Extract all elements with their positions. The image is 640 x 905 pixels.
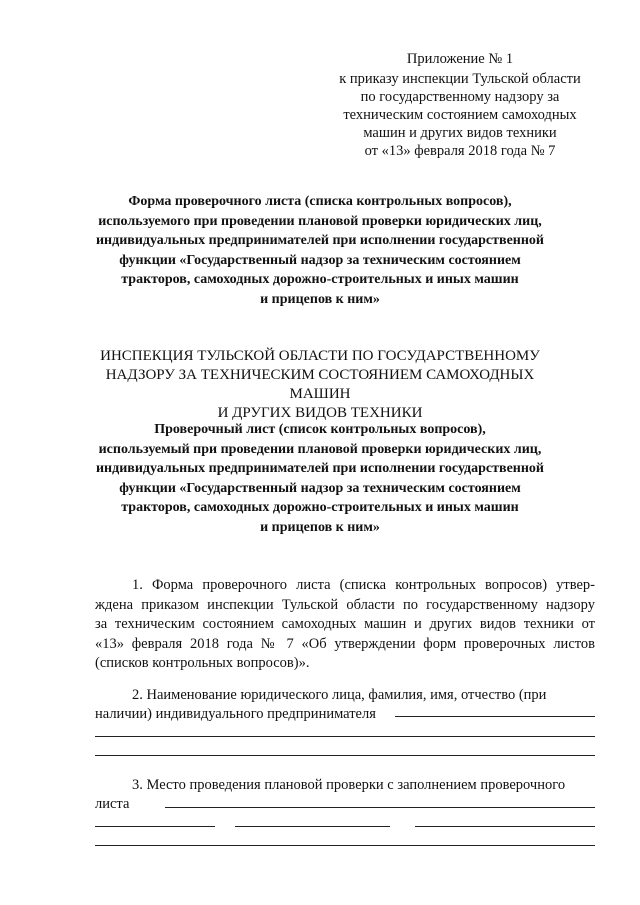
inspection-place-field-segment-2[interactable] [235, 826, 390, 827]
organization-name [85, 347, 555, 423]
inspection-place-field-segment-3[interactable] [415, 826, 595, 827]
form-title-line: Форма проверочного листа (списка контрольных вопросов), [128, 194, 512, 209]
checklist-title-line: Проверочный лист (список контрольных вопросов), [154, 422, 486, 437]
appendix-line: машин и других видов техники [363, 125, 557, 141]
checklist-title-line: и прицепов к ним» [260, 519, 380, 535]
entity-name-field-line-2[interactable] [95, 736, 595, 737]
checklist-title-line: функции «Государственный надзор за техническим состоянием [119, 480, 521, 496]
appendix-line: от «13» февраля 2018 года № 7 [364, 143, 556, 159]
appendix-line: техническим состоянием самоходных [343, 107, 577, 123]
form-title [95, 192, 545, 309]
checklist-title-line: используемый при проведении плановой проверки юридических лиц, [98, 441, 542, 457]
checklist-title [95, 420, 545, 537]
entity-name-field-line-3[interactable] [95, 755, 595, 756]
paragraph-line: «13» февраля 2018 года № 7 «Об утверждении форм проверочных листов [95, 635, 595, 652]
appendix-line: Приложение № 1 [406, 51, 514, 67]
paragraph-line: (списков контрольных вопросов)». [95, 655, 310, 671]
item-3-label-continued: листа [95, 796, 130, 812]
entity-name-field[interactable] [395, 716, 595, 717]
form-title-line: индивидуальных предпринимателей при исполнении государственной [95, 233, 544, 248]
item-3-label: 3. Место проведения плановой проверки с заполнением проверочного [132, 777, 566, 793]
appendix-header [330, 50, 590, 160]
inspection-place-field-segment-1[interactable] [95, 826, 215, 827]
paragraph-1 [95, 576, 595, 674]
form-title-line: тракторов, самоходных дорожно-строительных и иных машин [121, 272, 519, 287]
paragraph-line: 1. Форма проверочного листа (списка контрольных вопросов) утвер- [132, 577, 595, 593]
form-title-line: функции «Государственный надзор за техническим состоянием [119, 252, 521, 268]
organization-line: ИНСПЕКЦИЯ ТУЛЬСКОЙ ОБЛАСТИ ПО ГОСУДАРСТВЕННОМУ [100, 348, 540, 364]
checklist-title-line: индивидуальных предпринимателей при исполнении государственной [95, 461, 544, 476]
appendix-line: по государственному надзору за [360, 89, 560, 105]
paragraph-line: за техническим состоянием самоходных машин и других видов техники от [95, 616, 595, 632]
inspection-place-field[interactable] [165, 807, 595, 808]
item-2-label: 2. Наименование юридического лица, фамилия, имя, отчество (при [132, 687, 547, 703]
item-2-label-continued: наличии) индивидуального предпринимателя [95, 706, 376, 722]
inspection-place-field-line-3[interactable] [95, 845, 595, 846]
form-title-line: используемого при проведении плановой проверки юридических лиц, [98, 213, 542, 229]
appendix-line: к приказу инспекции Тульской области [339, 71, 581, 87]
paragraph-line: ждена приказом инспекции Тульской области по государственному надзору [95, 596, 595, 613]
organization-line: И ДРУГИХ ВИДОВ ТЕХНИКИ [217, 405, 423, 421]
form-title-line: и прицепов к ним» [260, 291, 380, 307]
organization-line: НАДЗОРУ ЗА ТЕХНИЧЕСКИМ СОСТОЯНИЕМ САМОХОДНЫХ МАШИН [105, 367, 535, 402]
checklist-title-line: тракторов, самоходных дорожно-строительных и иных машин [121, 500, 519, 515]
